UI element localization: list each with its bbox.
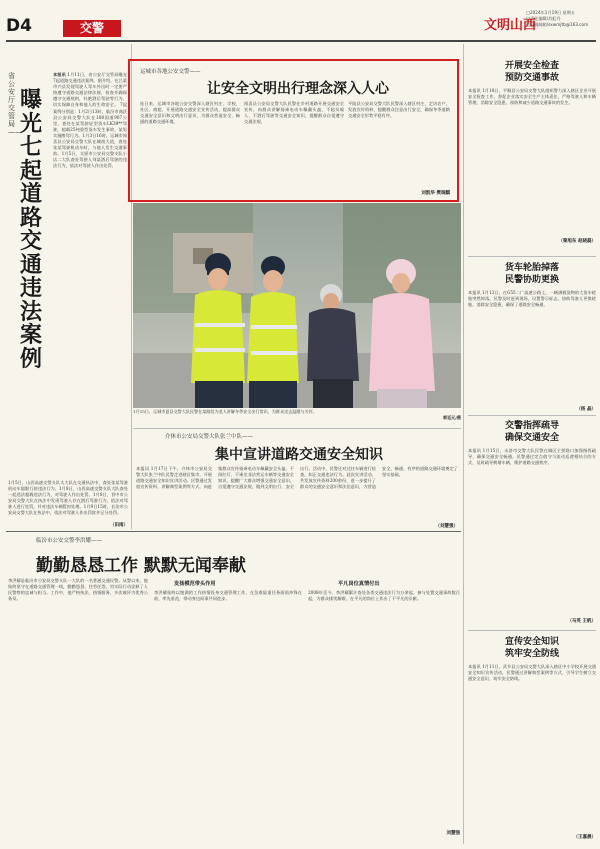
right-body-2: 本报讯 1月13日，在G55二广高速公路上，一辆满载货物的大货车轮胎突然掉落，民警及时赶到现场，设置警示标志，协助驾驶人更换轮胎，消除安全隐患，确保了道路安全畅通。 — [468, 290, 596, 308]
right-rule-1 — [468, 256, 596, 257]
left-intro: 1月11日，省公安厅交管局曝光7起道路交通违法案例。据介绍，在吕梁市兴县发现驾驶人驾车外出时一定要严格遵守道路交通法律法规，检查并确保遵守交通规则，杜绝酒后驾驶等行为，切实保障自身和他人的生命安全。 — [53, 72, 127, 108]
subhead-1: 发扬模范带头作用 — [174, 581, 216, 587]
left-story — [6, 44, 130, 529]
subhead-2: 平凡岗位真情付出 — [338, 581, 380, 587]
right-byline-3: （马英 王帆） — [567, 619, 596, 624]
right-story-4 — [468, 636, 596, 844]
left-credit: （田雨） — [110, 523, 128, 528]
bottom-headline: 勤勤恳恳工作 默默无闻奉献 — [36, 556, 246, 576]
right-body-3: 本报讯 1月15日，永济市交警大队民警在城区主要路口加强指挥疏导，确保交通安全畅通。民警通过定点值守与流动巡逻相结合的方式，及时疏导拥堵车辆，维护道路交通秩序。 — [468, 448, 596, 466]
street-photo — [133, 203, 461, 408]
right-byline-2: （杨 晶） — [576, 407, 596, 412]
right-byline-4: （王嘉晨） — [573, 835, 596, 840]
newspaper-logo: 文明山西 — [484, 18, 537, 33]
bottom-kicker: 临汾市公安交警李洪耀—— — [36, 538, 103, 544]
bottom-rule — [6, 531, 461, 532]
right-story-1 — [468, 60, 596, 260]
feature-para-2: 闻喜县公安局交警大队民警在乡村道路开展交通安全宣传，向群众讲解骑乘电动车佩戴头盔、不超员载人、不酒后驾驶等交通安全知识，提醒群众自觉遵守交通法规。 — [244, 101, 344, 125]
right-headline-1: 开展安全检查 预防交通事故 — [504, 61, 559, 83]
feature-byline: 刘凯华 樊瑞麒 — [421, 191, 450, 196]
right-body-1: 本报讯 1月18日，平顺县公安局交警大队组织警力深入辖区企业开展安全检查工作，督促企业落实安全生产主体责任，严格驾驶人和车辆管理，消除安全隐患，预防和减少道路交通事故的发生。 — [468, 88, 596, 106]
masthead-rule — [6, 40, 596, 42]
right-rule-3 — [468, 630, 596, 631]
photo-credit: 郭廷元/摄 — [443, 414, 461, 420]
left-cases: 7起案例分别是：1月2日13时，临汾市曲沃县公安局交警大队在108国道907公里，查处在某驾驶轻型货车LK39**驾驶，超载25吨重型货车发生事故，某男实施醉驾行为。1月3日16时，运城市闻喜县公安局交警大队在城南大道，查处张某驾驶机动车时，与他人发生交通事故。1月5日，太原市公安局交警支队小店二大队查处驾驶人刘某酒后驾驶的违法行为，依法对驾驶人作出处罚。 — [53, 102, 127, 169]
right-rule-2 — [468, 415, 596, 416]
left-headline: 曝光七起道路交通违法案例 — [20, 87, 43, 372]
middle-byline: （刘慧强） — [435, 524, 458, 529]
caption-text: 1月15日，运城市夏县交警大队民警在某路段为老人讲解冬季安全出行常识，为群众送去温暖与关怀。 — [133, 409, 317, 414]
feature-headline: 让安全文明出行理念深入人心 — [207, 81, 389, 97]
right-body-4: 本报讯 1月11日，武乡县公安局交警大队深入辖区中小学校开展交通安全知识宣传活动，民警通过讲解典型案例等方式，引导学生树立交通安全意识，筑牢安全防线。 — [468, 664, 596, 682]
right-story-3 — [468, 420, 596, 626]
middle-kicker: 介休市公安局交警大队张兰中队—— — [165, 434, 254, 440]
page-number: D4 — [6, 16, 32, 36]
feature-col-2 — [244, 101, 344, 195]
right-headline-4: 宣传安全知识 筑牢安全防线 — [504, 637, 559, 659]
left-body-col — [53, 72, 127, 494]
bottom-col-2 — [154, 578, 302, 843]
middle-body: 本报讯 1月17日下午，介休市公安局交警大队张兰中队民警走进辖区集市，开展道路交通安全知识宣讲活动。民警通过发放宣传资料、讲解典型案例等方式，向赶集群众宣传骑乘电动车佩戴安全头盔、不闯红灯、不乘坐非法营运车辆等交通安全知识，提醒广大群众增强交通安全意识，自觉遵守交通法规，做到文明出行、安全出行。活动中，民警还对过往车辆进行检查，纠正交通违法行为。此次宣讲活动，共发放宣传资料200余份，进一步提升了群众的交通安全意识和法治意识，为营造安全、畅通、有序的道路交通环境奠定了坚实基础。 — [136, 466, 458, 490]
masthead-meta — [526, 10, 598, 28]
masthead — [0, 0, 600, 40]
section-badge: 交警 — [63, 20, 121, 37]
right-headline-3: 交警指挥疏导 确保交通安全 — [504, 421, 559, 443]
middle-rule — [133, 428, 461, 429]
issue-date: □2024年1月19日 星期五 — [526, 10, 576, 15]
feature-para-1: 连日来，运城市各地公安交警深入辖区村庄、学校、社区、商超，开展道路交通安全宣传活动，提高群众交通安全意识和文明出行意识，为群众营造安全、畅通的道路交通环境。 — [140, 101, 240, 125]
middle-headline: 集中宣讲道路交通安全知识 — [215, 447, 383, 463]
right-column-divider — [463, 44, 464, 844]
intro-label: 本报讯 — [53, 72, 66, 77]
right-story-2 — [468, 262, 596, 412]
editor: □责任编辑/苏虹丹 — [526, 16, 561, 21]
subhead-2-body: 2008年至今，李洪耀累计查处各类交通违法行为万余起，参与处置交通事故数百起，为群众排忧解难，在平凡的岗位上作出了不平凡的贡献。 — [308, 590, 460, 602]
photo-caption — [133, 409, 461, 420]
left-kicker: 省公安厅交管局—— — [8, 72, 22, 136]
email: □投稿邮箱/sxwmjtb@163.com — [526, 22, 589, 27]
feature-col-1 — [140, 101, 240, 195]
feature-kicker: 运城市各地公安交警—— — [140, 69, 201, 75]
feature-para-3: 平陆县公安局交警大队民警深入辖区村庄，走访农户，发放宣传资料，提醒群众注意出行安全，确保冬季道路交通安全形势平稳有序。 — [348, 101, 450, 119]
feature-col-3 — [348, 101, 450, 187]
bottom-col-1: 李洪耀是临汾市公安局交警支队一大队的一名普通交通民警。从警以来，他始终坚守在道路交通管理一线，勤勤恳恳、任劳任怨，用实际行动诠释了人民警察的忠诚与担当。工作中，他严格执法、热情服务，多次被评为优秀公务员。 — [8, 578, 148, 602]
subhead-1-body: 李洪耀始终以饱满的工作热情投身交通管理工作，在急难险重任务面前冲锋在前，率先垂范，带动身边同事共同进步。 — [154, 590, 302, 602]
right-byline-1: （秦旭东 赵晓磊） — [558, 239, 596, 244]
right-headline-2: 货车轮胎掉落 民警协助更换 — [504, 263, 559, 285]
left-body-bottom: 1月5日，山西高速交警支队太大队在交通执法中，查处张某驾驶机动车超限行驶违法行为。1月8日，山西高速交警支队大队查处一起违法超载违法行为，对驾驶人作出处罚。1月8日，晋中市公安局交警大队在执法中发现驾驶人存在酒后驾驶行为，依法对驾驶人进行处罚，并对违法车辆暂扣处理。1月9日15时，长治市公安局交警大队在执法中，依法对驾驶人作出罚款并记分处罚。 — [8, 480, 128, 516]
bottom-byline: 刘慧强 — [446, 831, 460, 836]
bottom-col-3 — [308, 578, 460, 843]
